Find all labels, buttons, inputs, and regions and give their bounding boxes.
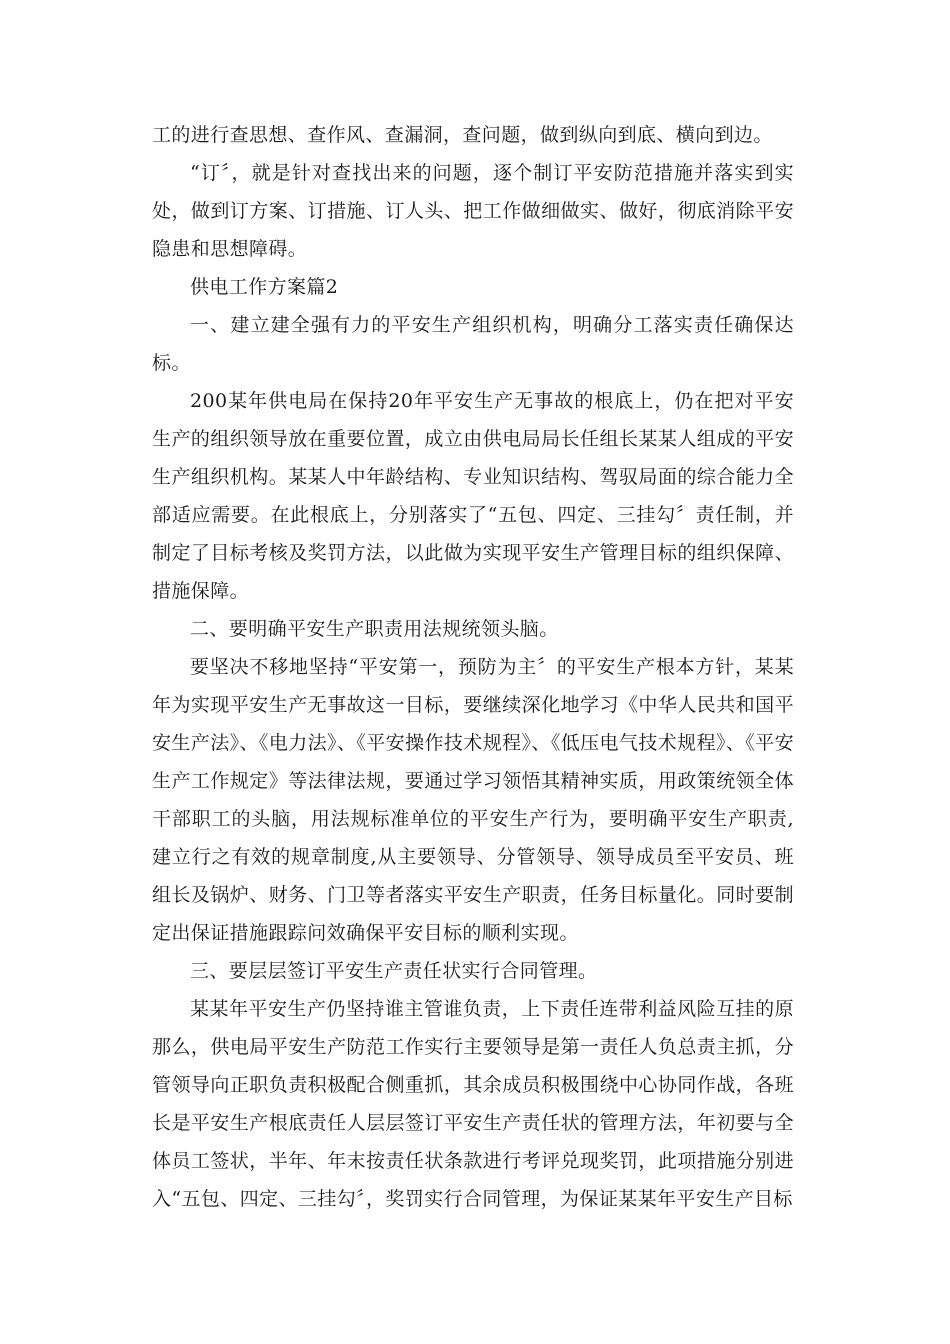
paragraph: 三、要层层签订平安生产责任状实行合同管理。	[190, 960, 598, 982]
paragraph: 要坚决不移地坚持“平安第一，预防为主〞的平安生产根本方针，某某年为实现平安生产无事故这一目标，要继续深化地学习《中华人民共和国平安生产法》、《电力法》、《平安操作技术规程》、《低压电气技术规程》、《平安生产工作规定》等法律法规，要通过学习领悟其精神实质，用政策统领全体干部职工的头脑，用法规标准单位的平安生产行为，要明确平安生产职责,建立行之有效的规章制度,从主要领导、分管领导、领导成员至平安员、班组长及锅炉、财务、门卫等者落实平安生产职责，任务目标量化。同时要制定出保证措施跟踪问效确保平安目标的顺利实现。	[152, 656, 794, 944]
paragraph: 一、建立建全强有力的平安生产组织机构，明确分工落实责任确保达标。	[152, 314, 794, 374]
paragraph: 工的进行查思想、查作风、查漏洞，查问题，做到纵向到底、横向到边。	[152, 124, 773, 146]
paragraph: 某某年平安生产仍坚持谁主管谁负责，上下责任连带利益风险互挂的原那么，供电局平安生产防范工作实行主要领导是第一责任人负总责主抓，分管领导向正职负责积极配合侧重抓，其余成员积极围绕中心协同作战，各班长是平安生产根底责任人层层签订平安生产责任状的管理方法，年初要与全体员工签状，半年、年末按责任状条款进行考评兑现奖罚，此项措施分别进入“五包、四定、三挂勾〞，奖罚实行合同管理，为保证某某年平安生产目标	[152, 998, 794, 1210]
paragraph: “订〞，就是针对查找出来的问题，逐个制订平安防范措施并落实到实处，做到订方案、订措施、订人头、把工作做细做实、做好，彻底消除平安隐患和思想障碍。	[152, 162, 794, 260]
paragraph: 200某年供电局在保持20年平安生产无事故的根底上，仍在把对平安生产的组织领导放在重要位置，成立由供电局局长任组长某某人组成的平安生产组织机构。某某人中年龄结构、专业知识结构、驾驭局面的综合能力全部适应需要。在此根底上，分别落实了“五包、四定、三挂勾〞责任制，并制定了目标考核及奖罚方法，以此做为实现平安生产管理目标的组织保障、措施保障。	[152, 390, 794, 602]
section-heading: 供电工作方案篇2	[190, 276, 339, 298]
document-body	[152, 116, 794, 1218]
paragraph: 二、要明确平安生产职责用法规统领头脑。	[190, 618, 559, 640]
